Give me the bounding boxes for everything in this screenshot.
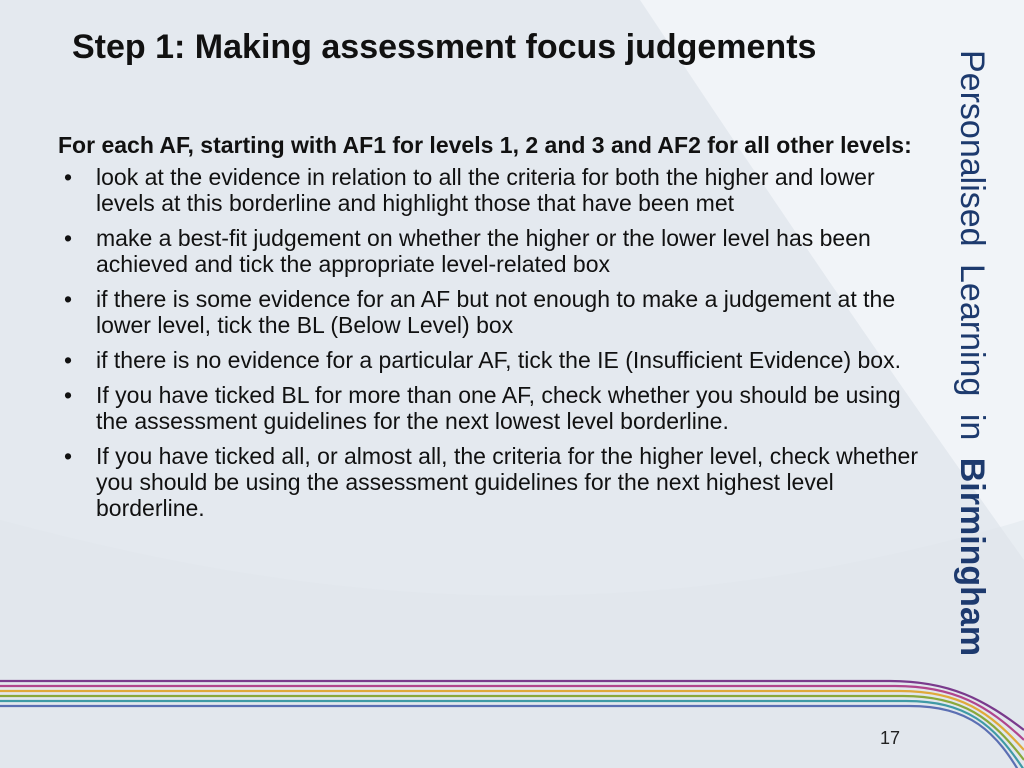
brand-word-in: in: [953, 413, 991, 441]
bullet-item: [58, 164, 918, 216]
slide-body: [58, 132, 918, 530]
bullet-text: make a best-fit judgement on whether the higher or the lower level has been achieved and tick the appropriate level-related box: [96, 225, 871, 277]
bullet-list: [58, 164, 918, 521]
bullet-item: [58, 382, 918, 434]
bullet-item: [58, 286, 918, 338]
bullet-marker: •: [63, 286, 73, 312]
brand-word-learning: Learning: [953, 264, 991, 397]
bullet-marker: •: [63, 225, 73, 251]
brand-word-personalised: Personalised: [953, 50, 991, 247]
intro-text: For each AF, starting with AF1 for levels 1, 2 and 3 and AF2 for all other levels:: [58, 132, 912, 158]
slide-title: Step 1: Making assessment focus judgements: [72, 28, 817, 66]
bullet-text: if there is no evidence for a particular AF, tick the IE (Insufficient Evidence) box.: [96, 347, 901, 373]
brand-word-birmingham: Birmingham: [953, 457, 991, 657]
bullet-marker: •: [63, 382, 73, 408]
bullet-item: [58, 443, 918, 521]
brand-logo: [945, 50, 1005, 657]
brand-wordmark: [953, 50, 991, 656]
bullet-marker: •: [63, 443, 73, 469]
bullet-text: If you have ticked all, or almost all, the criteria for the higher level, check whether you should be using the assessment guidelines for the next highest level borderline.: [96, 443, 919, 521]
bullet-text: If you have ticked BL for more than one AF, check whether you should be using the assessment guidelines for the next lowest level borderline.: [96, 382, 901, 434]
page-number: 17: [879, 728, 900, 748]
bullet-marker: •: [63, 164, 73, 190]
bullet-item: [58, 225, 918, 277]
bullet-marker: •: [63, 347, 73, 373]
bullet-item: [58, 347, 918, 373]
bullet-text: if there is some evidence for an AF but not enough to make a judgement at the lower level, tick the BL (Below Level) box: [96, 286, 896, 338]
bullet-text: look at the evidence in relation to all the criteria for both the higher and lower levels at this borderline and highlight those that have been met: [96, 164, 875, 216]
